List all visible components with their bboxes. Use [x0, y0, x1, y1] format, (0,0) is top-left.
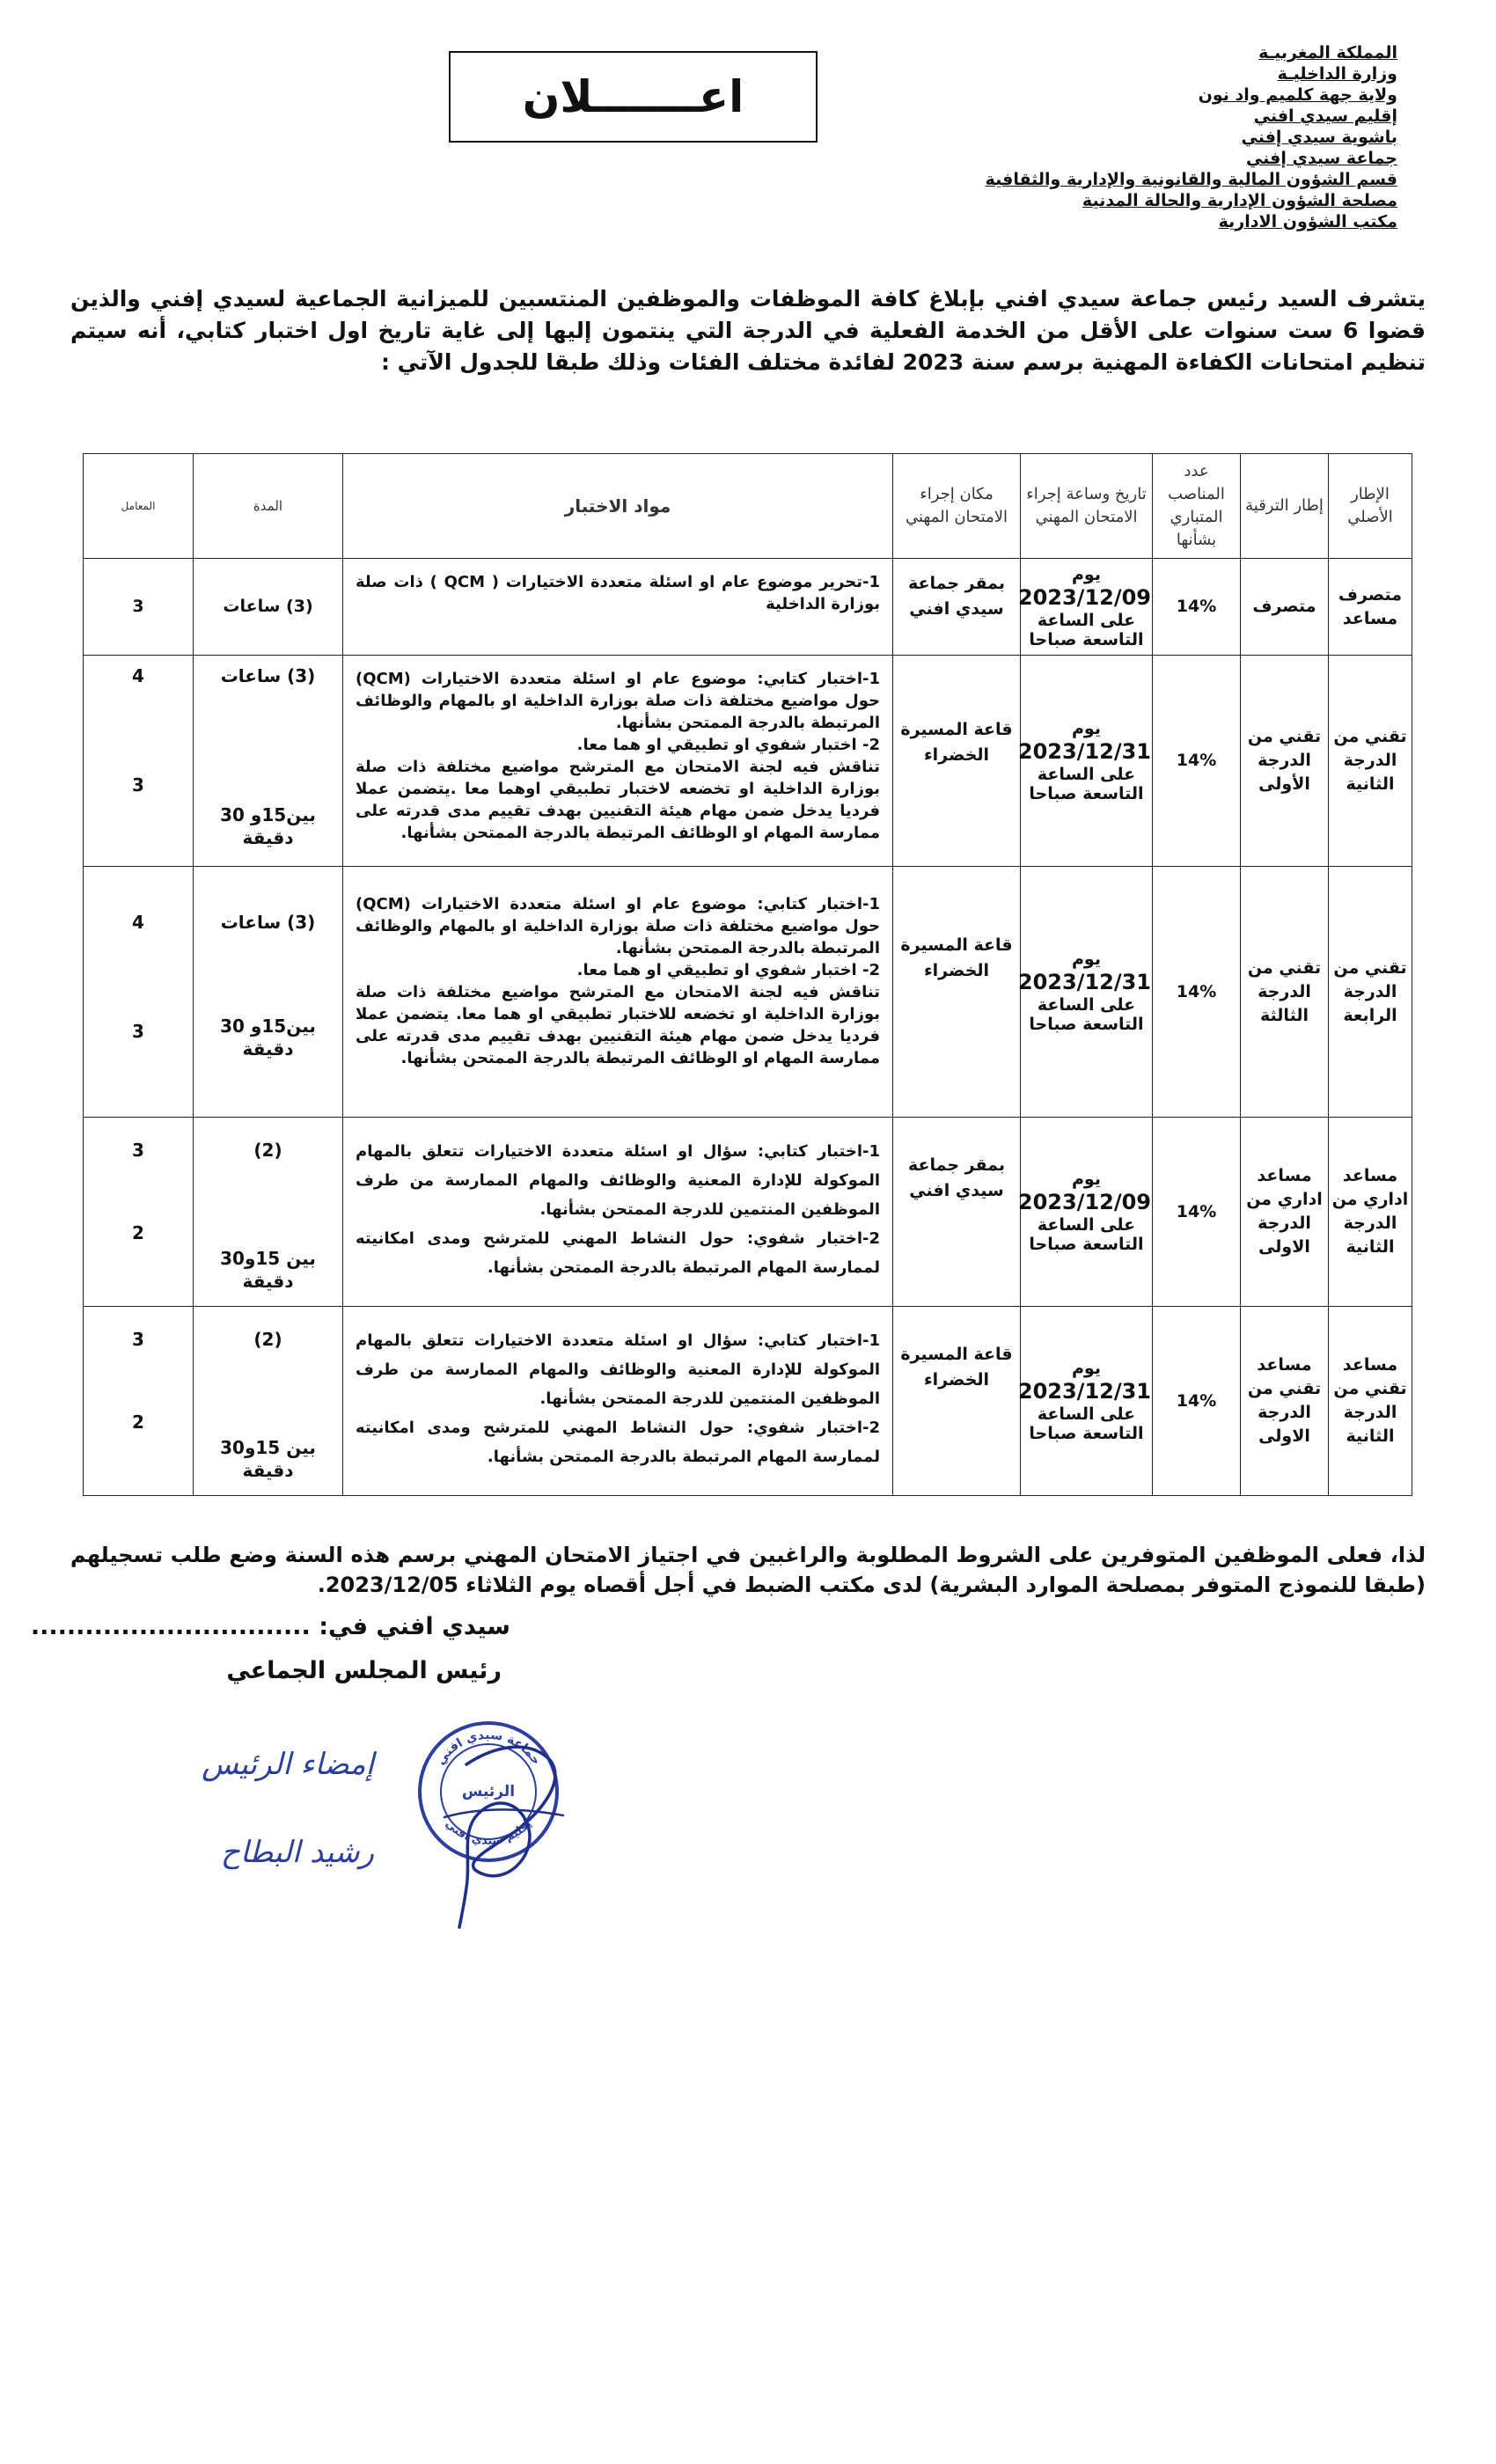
promotion-grade-cell: تقني من الدرجة الأولى [1241, 656, 1329, 867]
date-time: على الساعة التاسعة صباحا [1029, 995, 1144, 1034]
posts-cell: 14% [1153, 1307, 1241, 1496]
promotion-grade-cell: مساعد اداري من الدرجة الاولى [1241, 1118, 1329, 1307]
place-cell: قاعة المسيرة الخضراء [893, 656, 1021, 867]
coefficient-oral: 3 [132, 1021, 144, 1042]
date-day: يوم [1072, 564, 1101, 584]
header-date: تاريخ وساعة إجراء الامتحان المهني [1021, 454, 1153, 559]
date-day: يوم [1072, 718, 1101, 738]
duration-written: (3) ساعات [220, 912, 316, 933]
original-grade-cell: متصرف مساعد [1329, 559, 1412, 656]
coefficient-written: 3 [132, 1329, 144, 1350]
date-value: 2023/12/09 [1017, 584, 1151, 610]
header-line-pashalik: باشوية سيدي إفني [1241, 128, 1397, 147]
date-time: على الساعة التاسعة صباحا [1029, 1404, 1144, 1443]
subjects-cell [343, 867, 893, 1118]
intro-paragraph: يتشرف السيد رئيس جماعة سيدي افني بإبلاغ كافة الموظفات والموظفين المنتسبين للميزانية الجماعية لسيدي إفني والذين قضوا 6 ست سنوات على الأقل من الخدمة الفعلية في الدرجة التي ينتمون إليها إلى غاية تاريخ اول اختبار كتابي، أنه سيتم تنظيم امتحانات الكفاءة المهنية برسم سنة 2023 لفائدة مختلف الفئات وذلك طبقا للجدول الآتي : [70, 286, 1426, 375]
coefficient-written: 4 [132, 912, 144, 933]
header-line-commune: جماعة سيدي إفني [1245, 149, 1397, 168]
date-value: 2023/12/09 [1017, 1190, 1151, 1214]
table-header-row [84, 454, 1412, 559]
header-coefficient: المعامل [84, 454, 194, 559]
place-cell: قاعة المسيرة الخضراء [893, 1307, 1021, 1496]
exam-table [83, 453, 1412, 1496]
signature-area [202, 1712, 607, 1932]
subject-item: 2-اختبار شفوي: حول النشاط المهني للمترشح ومدى امكانيته لممارسة المهام المرتبطة بالدرجة الممتحن بشأنها. [356, 1229, 880, 1277]
subject-item: 2- اختبار شفوي او تطبيقي او هما معا. [576, 961, 880, 979]
signature-scribble [361, 1712, 625, 1932]
duration-cell [194, 867, 343, 1118]
date-cell [1017, 1118, 1153, 1307]
original-grade-cell: تقني من الدرجة الرابعة [1329, 867, 1412, 1118]
coefficient-cell: 3 [84, 559, 194, 656]
date-time: على الساعة التاسعة صباحا [1029, 610, 1144, 649]
date-value: 2023/12/31 [1017, 1379, 1151, 1404]
table-row [84, 867, 1412, 1118]
table-row [84, 1307, 1412, 1496]
header-original-grade: الإطار الأصلي [1329, 454, 1412, 559]
coefficient-written: 4 [132, 665, 144, 686]
date-day: يوم [1072, 1170, 1101, 1189]
subject-item: 1-تحرير موضوع عام او اسئلة متعددة الاختيارات ( QCM ) ذات صلة بوزارة الداخلية [356, 573, 880, 613]
date-cell [1017, 559, 1153, 656]
table-row [84, 559, 1412, 656]
duration-cell [194, 1307, 343, 1496]
closing-paragraph: لذا، فعلى الموظفين المتوفرين على الشروط المطلوبة والراغبين في اجتياز الامتحان المهني برسم هذه السنة وضع طلب تسجيلهم (طبقا للنموذج المتوفر بمصلحة الموارد البشرية) لدى مكتب الضبط في أجل أقصاه يوم الثلاثاء 2023/12/05. [70, 1543, 1426, 1597]
date-day: يوم [1072, 1359, 1101, 1378]
subject-item: 1-اختبار كتابي: موضوع عام او اسئلة متعددة الاختيارات (QCM) حول مواضيع مختلفة ذات صلة بوزارة الداخلية او بالمهام والوظائف المرتبطة بالدرجة الممتحن بشأنها. [356, 670, 880, 732]
duration-cell: (3) ساعات [194, 559, 343, 656]
posts-cell: 14% [1153, 559, 1241, 656]
posts-cell: 14% [1153, 656, 1241, 867]
date-time: على الساعة التاسعة صباحا [1029, 1215, 1144, 1254]
header-duration: المدة [194, 454, 343, 559]
table-row [84, 1118, 1412, 1307]
header-line-service: مصلحة الشؤون الإدارية والحالة المدنية [1082, 191, 1397, 210]
signature-name: رشيد البطاح [220, 1835, 374, 1870]
promotion-grade-cell: متصرف [1241, 559, 1329, 656]
coefficient-written: 3 [132, 1140, 144, 1161]
date-value: 2023/12/31 [1017, 738, 1151, 764]
place-cell: قاعة المسيرة الخضراء [893, 867, 1021, 1118]
duration-cell [194, 656, 343, 867]
header-line-region: ولاية جهة كلميم واد نون [1198, 85, 1397, 105]
subjects-cell [343, 559, 893, 656]
header-block [985, 42, 1397, 232]
header-subjects: مواد الاختبار [343, 454, 893, 559]
posts-cell: 14% [1153, 1118, 1241, 1307]
document-title: اعـــــــلان [522, 71, 744, 122]
header-line-province: إقليم سيدي افني [1253, 106, 1397, 126]
coefficient-cell [84, 656, 194, 867]
subject-item: 2- اختبار شفوي او تطبيقي او هما معا. [576, 736, 880, 754]
original-grade-cell: مساعد تقني من الدرجة الثانية [1329, 1307, 1412, 1496]
date-time: على الساعة التاسعة صباحا [1029, 764, 1144, 803]
date-day: يوم [1072, 950, 1101, 969]
place-cell: بمقر جماعة سيدي افني [893, 1118, 1021, 1307]
date-cell [1017, 1307, 1153, 1496]
subjects-cell [343, 1307, 893, 1496]
duration-written: (2) [253, 1329, 282, 1350]
coefficient-oral: 3 [132, 774, 144, 796]
coefficient-cell [84, 867, 194, 1118]
signature-label: إمضاء الرئيس [202, 1747, 374, 1782]
header-line-kingdom: المملكة المغربيـة [1258, 43, 1397, 62]
duration-oral: بين15و 30 دقيقة [220, 1016, 316, 1060]
subject-item: تناقش فيه لجنة الامتحان مع المترشح مواضيع مختلفة ذات صلة بوزارة الداخلية او تخضعه للاختبار تطبيقي او هما معا. يتضمن عملا فرديا يدخل ضمن مهام هيئة التقنيين بهدف تقييم مدى قدرته على ممارسة المهام او الوظائف المرتبطة بالدرجة الممتحن بشأنها. [356, 983, 880, 1067]
header-place: مكان إجراء الامتحان المهني [893, 454, 1021, 559]
promotion-grade-cell: مساعد تقني من الدرجة الاولى [1241, 1307, 1329, 1496]
president-title: رئيس المجلس الجماعي [226, 1657, 502, 1684]
promotion-grade-cell: تقني من الدرجة الثالثة [1241, 867, 1329, 1118]
coefficient-oral: 2 [132, 1412, 144, 1433]
stamp-center-text: الرئيس [461, 1783, 516, 1800]
stamp-top-text: جماعة سيدي افني [433, 1727, 544, 1768]
header-posts: عدد المناصب المتباري بشأنها [1153, 454, 1241, 559]
place-cell: بمقر جماعة سيدي افني [893, 559, 1021, 656]
duration-cell [194, 1118, 343, 1307]
coefficient-cell [84, 1118, 194, 1307]
subject-item: 1-اختبار كتابي: سؤال او اسئلة متعددة الاختيارات تتعلق بالمهام الموكولة للإدارة المعنية والوظائف والمهام الممارسة من طرف الموظفين المنتمين للدرجة الممتحن بشأنها. [356, 1142, 880, 1219]
subjects-cell [343, 1118, 893, 1307]
subject-item: 1-اختبار كتابي: موضوع عام او اسئلة متعددة الاختيارات (QCM) حول مواضيع مختلفة ذات صلة بوزارة الداخلية او بالمهام والوظائف المرتبطة بالدرجة الممتحن بشأنها. [356, 895, 880, 957]
header-line-office: مكتب الشؤون الادارية [1218, 212, 1397, 231]
duration-oral: بين 15و30 دقيقة [220, 1437, 316, 1481]
posts-cell: 14% [1153, 867, 1241, 1118]
header-line-ministry: وزارة الداخليـة [1277, 64, 1397, 84]
table-row [84, 656, 1412, 867]
coefficient-oral: 2 [132, 1222, 144, 1243]
duration-written: (2) [253, 1140, 282, 1161]
duration-oral: بين15و 30 دقيقة [220, 804, 316, 848]
subjects-cell [343, 656, 893, 867]
subject-item: 1-اختبار كتابي: سؤال او اسئلة متعددة الاختيارات تتعلق بالمهام الموكولة للإدارة المعنية والوظائف والمهام الممارسة من طرف الموظفين المنتمين للدرجة الممتحن بشأنها. [356, 1331, 880, 1408]
title-box [449, 51, 818, 143]
stamp-bottom-text: إقليم سيدي افني [442, 1817, 535, 1848]
duration-oral: بين 15و30 دقيقة [220, 1248, 316, 1292]
date-value: 2023/12/31 [1017, 970, 1151, 994]
header-line-division: قسم الشؤون المالية والقانونية والإدارية والثقافية [985, 170, 1397, 189]
duration-written: (3) ساعات [220, 665, 316, 686]
place-date-line: سيدي افني في: ............................... [30, 1613, 510, 1640]
subject-item: تناقش فيه لجنة الامتحان مع المترشح مواضيع مختلفة ذات صلة بوزارة الداخلية او تخضعه لاختبار تطبيقي اوهما معا .يتضمن عملا فرديا يدخل ضمن مهام هيئة التقنيين بهدف تقييم مدى قدرته على ممارسة المهام او الوظائف المرتبطة بالدرجة الممتحن بشأنها. [356, 758, 880, 842]
coefficient-cell [84, 1307, 194, 1496]
date-cell [1017, 656, 1153, 867]
header-promotion-grade: إطار الترقية [1241, 454, 1329, 559]
date-cell [1017, 867, 1153, 1118]
subject-item: 2-اختبار شفوي: حول النشاط المهني للمترشح ومدى امكانيته لممارسة المهام المرتبطة بالدرجة الممتحن بشأنها. [356, 1419, 880, 1466]
original-grade-cell: تقني من الدرجة الثانية [1329, 656, 1412, 867]
original-grade-cell: مساعد اداري من الدرجة الثانية [1329, 1118, 1412, 1307]
